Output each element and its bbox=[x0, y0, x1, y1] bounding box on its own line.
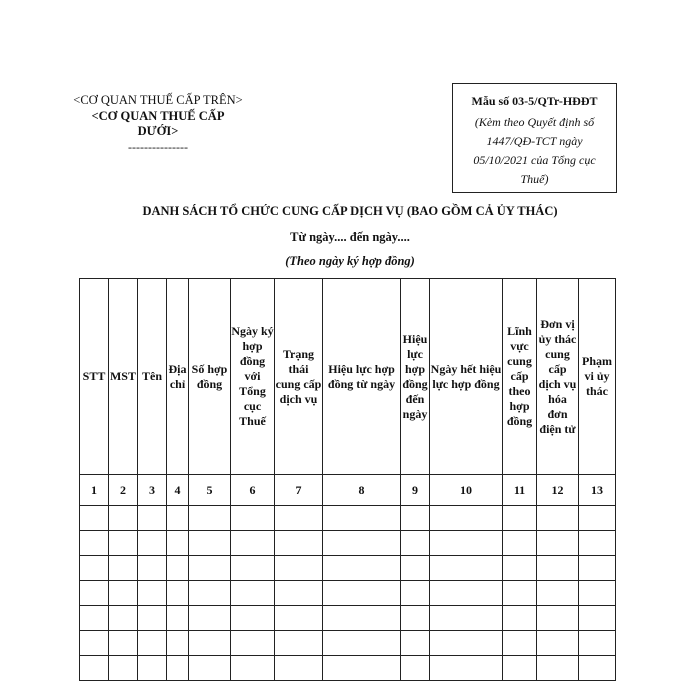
column-header: Lĩnh vực cung cấp theo hợp đồng bbox=[503, 279, 537, 475]
table-cell bbox=[109, 506, 138, 531]
table-row bbox=[80, 506, 616, 531]
table-cell bbox=[503, 656, 537, 681]
table-cell bbox=[579, 556, 616, 581]
column-number: 2 bbox=[109, 475, 138, 506]
table-row bbox=[80, 556, 616, 581]
table-cell bbox=[167, 531, 189, 556]
column-number: 7 bbox=[275, 475, 323, 506]
table-cell bbox=[503, 581, 537, 606]
table-cell bbox=[579, 531, 616, 556]
table-cell bbox=[109, 556, 138, 581]
table-cell bbox=[323, 656, 401, 681]
table-row bbox=[80, 606, 616, 631]
table-cell bbox=[323, 506, 401, 531]
table-cell bbox=[323, 606, 401, 631]
table-cell bbox=[80, 581, 109, 606]
table-cell bbox=[401, 581, 430, 606]
table-cell bbox=[138, 556, 167, 581]
lower-agency: <CƠ QUAN THUẾ CẤP DƯỚI> bbox=[91, 108, 225, 138]
table-cell bbox=[189, 506, 231, 531]
table-cell bbox=[138, 506, 167, 531]
column-number: 1 bbox=[80, 475, 109, 506]
table-cell bbox=[189, 581, 231, 606]
table-cell bbox=[275, 656, 323, 681]
table-cell bbox=[109, 581, 138, 606]
provider-table bbox=[79, 278, 616, 681]
table-row bbox=[80, 656, 616, 681]
table-cell bbox=[430, 506, 503, 531]
column-header: Hiệu lực hợp đồng từ ngày bbox=[323, 279, 401, 475]
column-number: 11 bbox=[503, 475, 537, 506]
form-code: Mẫu số 03-5/QTr-HĐĐT bbox=[471, 94, 598, 108]
column-header: Hiệu lực hợp đồng đến ngày bbox=[401, 279, 430, 475]
table-cell bbox=[537, 606, 579, 631]
table-cell bbox=[80, 631, 109, 656]
table-cell bbox=[503, 506, 537, 531]
column-number: 3 bbox=[138, 475, 167, 506]
table-cell bbox=[503, 606, 537, 631]
form-note: (Kèm theo Quyết định số 1447/QĐ-TCT ngày 05/10/2021 của Tổng cục Thuế) bbox=[473, 115, 596, 186]
column-number: 12 bbox=[537, 475, 579, 506]
agency-block bbox=[72, 93, 244, 155]
upper-agency: <CƠ QUAN THUẾ CẤP TRÊN> bbox=[73, 93, 243, 107]
table-cell bbox=[323, 531, 401, 556]
column-header: Đơn vị ủy thác cung cấp dịch vụ hóa đơn điện tử bbox=[537, 279, 579, 475]
table-cell bbox=[167, 556, 189, 581]
table-cell bbox=[231, 506, 275, 531]
table-cell bbox=[80, 606, 109, 631]
table-cell bbox=[323, 556, 401, 581]
table-cell bbox=[167, 631, 189, 656]
column-header: Ngày hết hiệu lực hợp đồng bbox=[430, 279, 503, 475]
table-row bbox=[80, 531, 616, 556]
table-cell bbox=[167, 606, 189, 631]
table-cell bbox=[231, 556, 275, 581]
table-cell bbox=[537, 631, 579, 656]
column-header: Tên bbox=[138, 279, 167, 475]
column-header: Trạng thái cung cấp dịch vụ bbox=[275, 279, 323, 475]
table-row bbox=[80, 631, 616, 656]
column-number: 8 bbox=[323, 475, 401, 506]
column-number: 9 bbox=[401, 475, 430, 506]
table-cell bbox=[579, 506, 616, 531]
table-cell bbox=[430, 631, 503, 656]
column-header: Địa chỉ bbox=[167, 279, 189, 475]
table-cell bbox=[109, 531, 138, 556]
column-number-row bbox=[80, 475, 616, 506]
column-header: Phạm vi ủy thác bbox=[579, 279, 616, 475]
table-cell bbox=[167, 506, 189, 531]
table-cell bbox=[401, 606, 430, 631]
table-cell bbox=[231, 581, 275, 606]
form-code-box bbox=[452, 83, 617, 193]
table-cell bbox=[401, 531, 430, 556]
column-number: 10 bbox=[430, 475, 503, 506]
table-header-row bbox=[80, 279, 616, 475]
column-number: 5 bbox=[189, 475, 231, 506]
table-cell bbox=[231, 631, 275, 656]
table-cell bbox=[231, 656, 275, 681]
table-cell bbox=[537, 581, 579, 606]
table-cell bbox=[189, 631, 231, 656]
column-number: 6 bbox=[231, 475, 275, 506]
table-cell bbox=[430, 656, 503, 681]
table-cell bbox=[138, 606, 167, 631]
table-cell bbox=[189, 556, 231, 581]
table-cell bbox=[167, 581, 189, 606]
table-cell bbox=[275, 581, 323, 606]
table-cell bbox=[401, 556, 430, 581]
table-cell bbox=[579, 656, 616, 681]
table-cell bbox=[430, 531, 503, 556]
table-cell bbox=[537, 556, 579, 581]
column-number: 4 bbox=[167, 475, 189, 506]
table-cell bbox=[275, 506, 323, 531]
table-cell bbox=[80, 556, 109, 581]
table-cell bbox=[138, 656, 167, 681]
table-cell bbox=[579, 631, 616, 656]
table-cell bbox=[109, 656, 138, 681]
table-cell bbox=[138, 581, 167, 606]
date-range: Từ ngày.... đến ngày.... bbox=[290, 230, 410, 244]
table-cell bbox=[80, 531, 109, 556]
table-cell bbox=[109, 606, 138, 631]
table-cell bbox=[167, 656, 189, 681]
table-cell bbox=[430, 581, 503, 606]
table-cell bbox=[503, 556, 537, 581]
table-cell bbox=[430, 606, 503, 631]
table-cell bbox=[275, 531, 323, 556]
agency-divider: --------------- bbox=[128, 139, 188, 154]
table-cell bbox=[138, 631, 167, 656]
table-cell bbox=[430, 556, 503, 581]
column-header: MST bbox=[109, 279, 138, 475]
table-cell bbox=[275, 606, 323, 631]
table-cell bbox=[503, 631, 537, 656]
date-basis-note: (Theo ngày ký hợp đồng) bbox=[285, 254, 415, 268]
table-cell bbox=[579, 606, 616, 631]
table-cell bbox=[537, 506, 579, 531]
table-cell bbox=[109, 631, 138, 656]
table-cell bbox=[138, 531, 167, 556]
document-title: DANH SÁCH TỔ CHỨC CUNG CẤP DỊCH VỤ (BAO GỒM CẢ ỦY THÁC) bbox=[142, 204, 558, 218]
table-cell bbox=[189, 531, 231, 556]
table-cell bbox=[537, 656, 579, 681]
table-cell bbox=[275, 556, 323, 581]
table-cell bbox=[323, 581, 401, 606]
table-cell bbox=[231, 531, 275, 556]
table-cell bbox=[401, 656, 430, 681]
table-cell bbox=[579, 581, 616, 606]
column-header: Số hợp đồng bbox=[189, 279, 231, 475]
table-row bbox=[80, 581, 616, 606]
table-cell bbox=[401, 506, 430, 531]
table-cell bbox=[323, 631, 401, 656]
column-number: 13 bbox=[579, 475, 616, 506]
table-cell bbox=[503, 531, 537, 556]
table-cell bbox=[537, 531, 579, 556]
table-cell bbox=[80, 656, 109, 681]
column-header: STT bbox=[80, 279, 109, 475]
table-cell bbox=[231, 606, 275, 631]
table-cell bbox=[80, 506, 109, 531]
column-header: Ngày ký hợp đồng với Tổng cục Thuế bbox=[231, 279, 275, 475]
table-cell bbox=[189, 656, 231, 681]
table-cell bbox=[401, 631, 430, 656]
table-cell bbox=[189, 606, 231, 631]
table-cell bbox=[275, 631, 323, 656]
